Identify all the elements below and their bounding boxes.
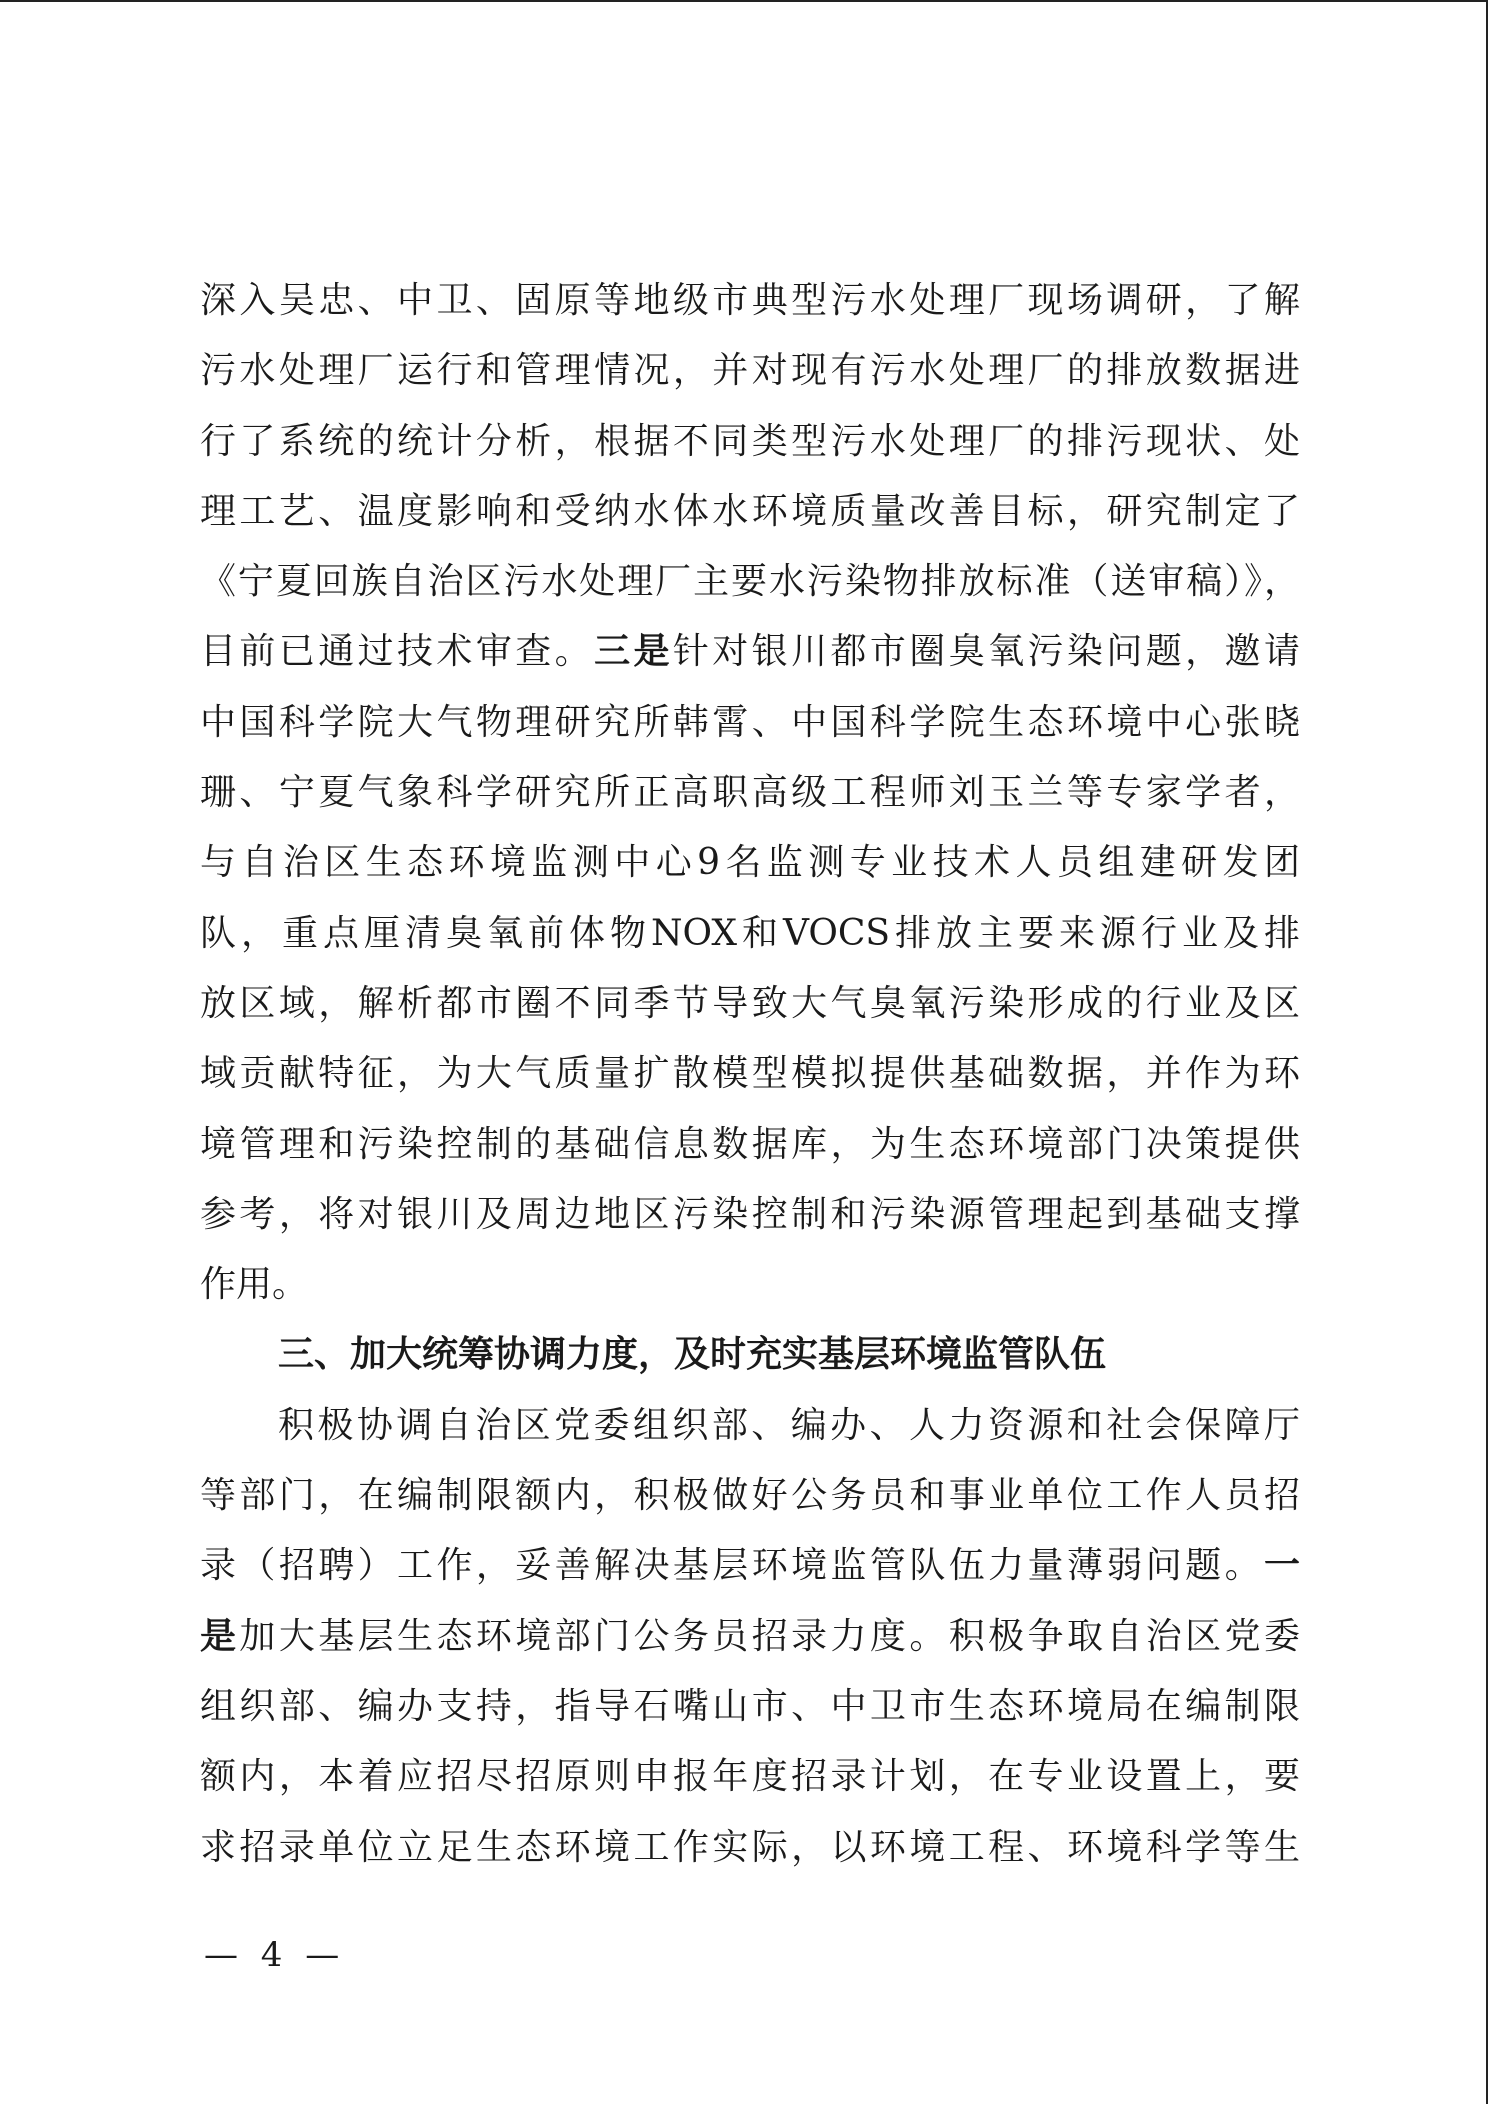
text-line: 珊、宁夏气象科学研究所正高职高级工程师刘玉兰等专家学者， [200,772,1300,814]
text-line: 组织部、编办支持，指导石嘴山市、中卫市生态环境局在编制限 [200,1685,1300,1727]
text-span: 加大基层生态环境部门公务员招录力度。积极争取自治区党委 [239,1615,1300,1657]
text-line: 求招录单位立足生态环境工作实际，以环境工程、环境科学等生 [200,1826,1300,1868]
text-line: 《宁夏回族自治区污水处理厂主要水污染物排放标准（送审稿）》， [200,561,1300,603]
bold-marker: 是 [200,1615,240,1657]
text-line: 作用。 [200,1264,309,1306]
bold-marker: 三是 [594,631,673,673]
text-line: 等部门，在编制限额内，积极做好公务员和事业单位工作人员招 [200,1475,1300,1517]
text-line: 理工艺、温度影响和受纳水体水环境质量改善目标，研究制定了 [200,490,1300,532]
text-line: 额内，本着应招尽招原则申报年度招录计划，在专业设置上，要 [200,1756,1300,1798]
text-line: 与自治区生态环境监测中心9名监测专业技术人员组建研发团 [200,842,1300,884]
section-heading: 三、加大统筹协调力度，及时充实基层环境监管队伍 [278,1334,1107,1376]
text-line: 积极协调自治区党委组织部、编办、人力资源和社会保障厅 [278,1404,1300,1446]
text-line: 放区域，解析都市圈不同季节导致大气臭氧污染形成的行业及区 [200,982,1300,1024]
text-line: 中国科学院大气物理研究所韩霄、中国科学院生态环境中心张晓 [200,701,1300,743]
text-line: 污水处理厂运行和管理情况，并对现有污水处理厂的排放数据进 [200,350,1300,392]
text-line: 队，重点厘清臭氧前体物NOX和VOCS排放主要来源行业及排 [200,912,1300,954]
text-line: 深入吴忠、中卫、固原等地级市典型污水处理厂现场调研，了解 [200,280,1300,321]
text-line [200,1602,1300,1672]
text-span: 针对银川都市圈臭氧污染问题，邀请 [672,631,1300,673]
document-body [200,266,1300,1883]
text-span: 目前已通过技术审查。 [200,631,595,673]
text-line [200,617,1300,687]
text-line: 行了系统的统计分析，根据不同类型污水处理厂的排污现状、处 [200,420,1300,462]
page-number: — 4 — [204,1935,346,1975]
text-span: 录（招聘）工作，妥善解决基层环境监管队伍力量薄弱问题。 [200,1545,1264,1587]
text-line: 境管理和污染控制的基础信息数据库，为生态环境部门决策提供 [200,1123,1300,1165]
text-line: 域贡献特征，为大气质量扩散模型模拟提供基础数据，并作为环 [200,1053,1300,1095]
bold-marker: 一 [1263,1545,1300,1587]
text-line: 参考，将对银川及周边地区污染控制和污染源管理起到基础支撑 [200,1193,1300,1235]
text-line [200,1531,1300,1601]
